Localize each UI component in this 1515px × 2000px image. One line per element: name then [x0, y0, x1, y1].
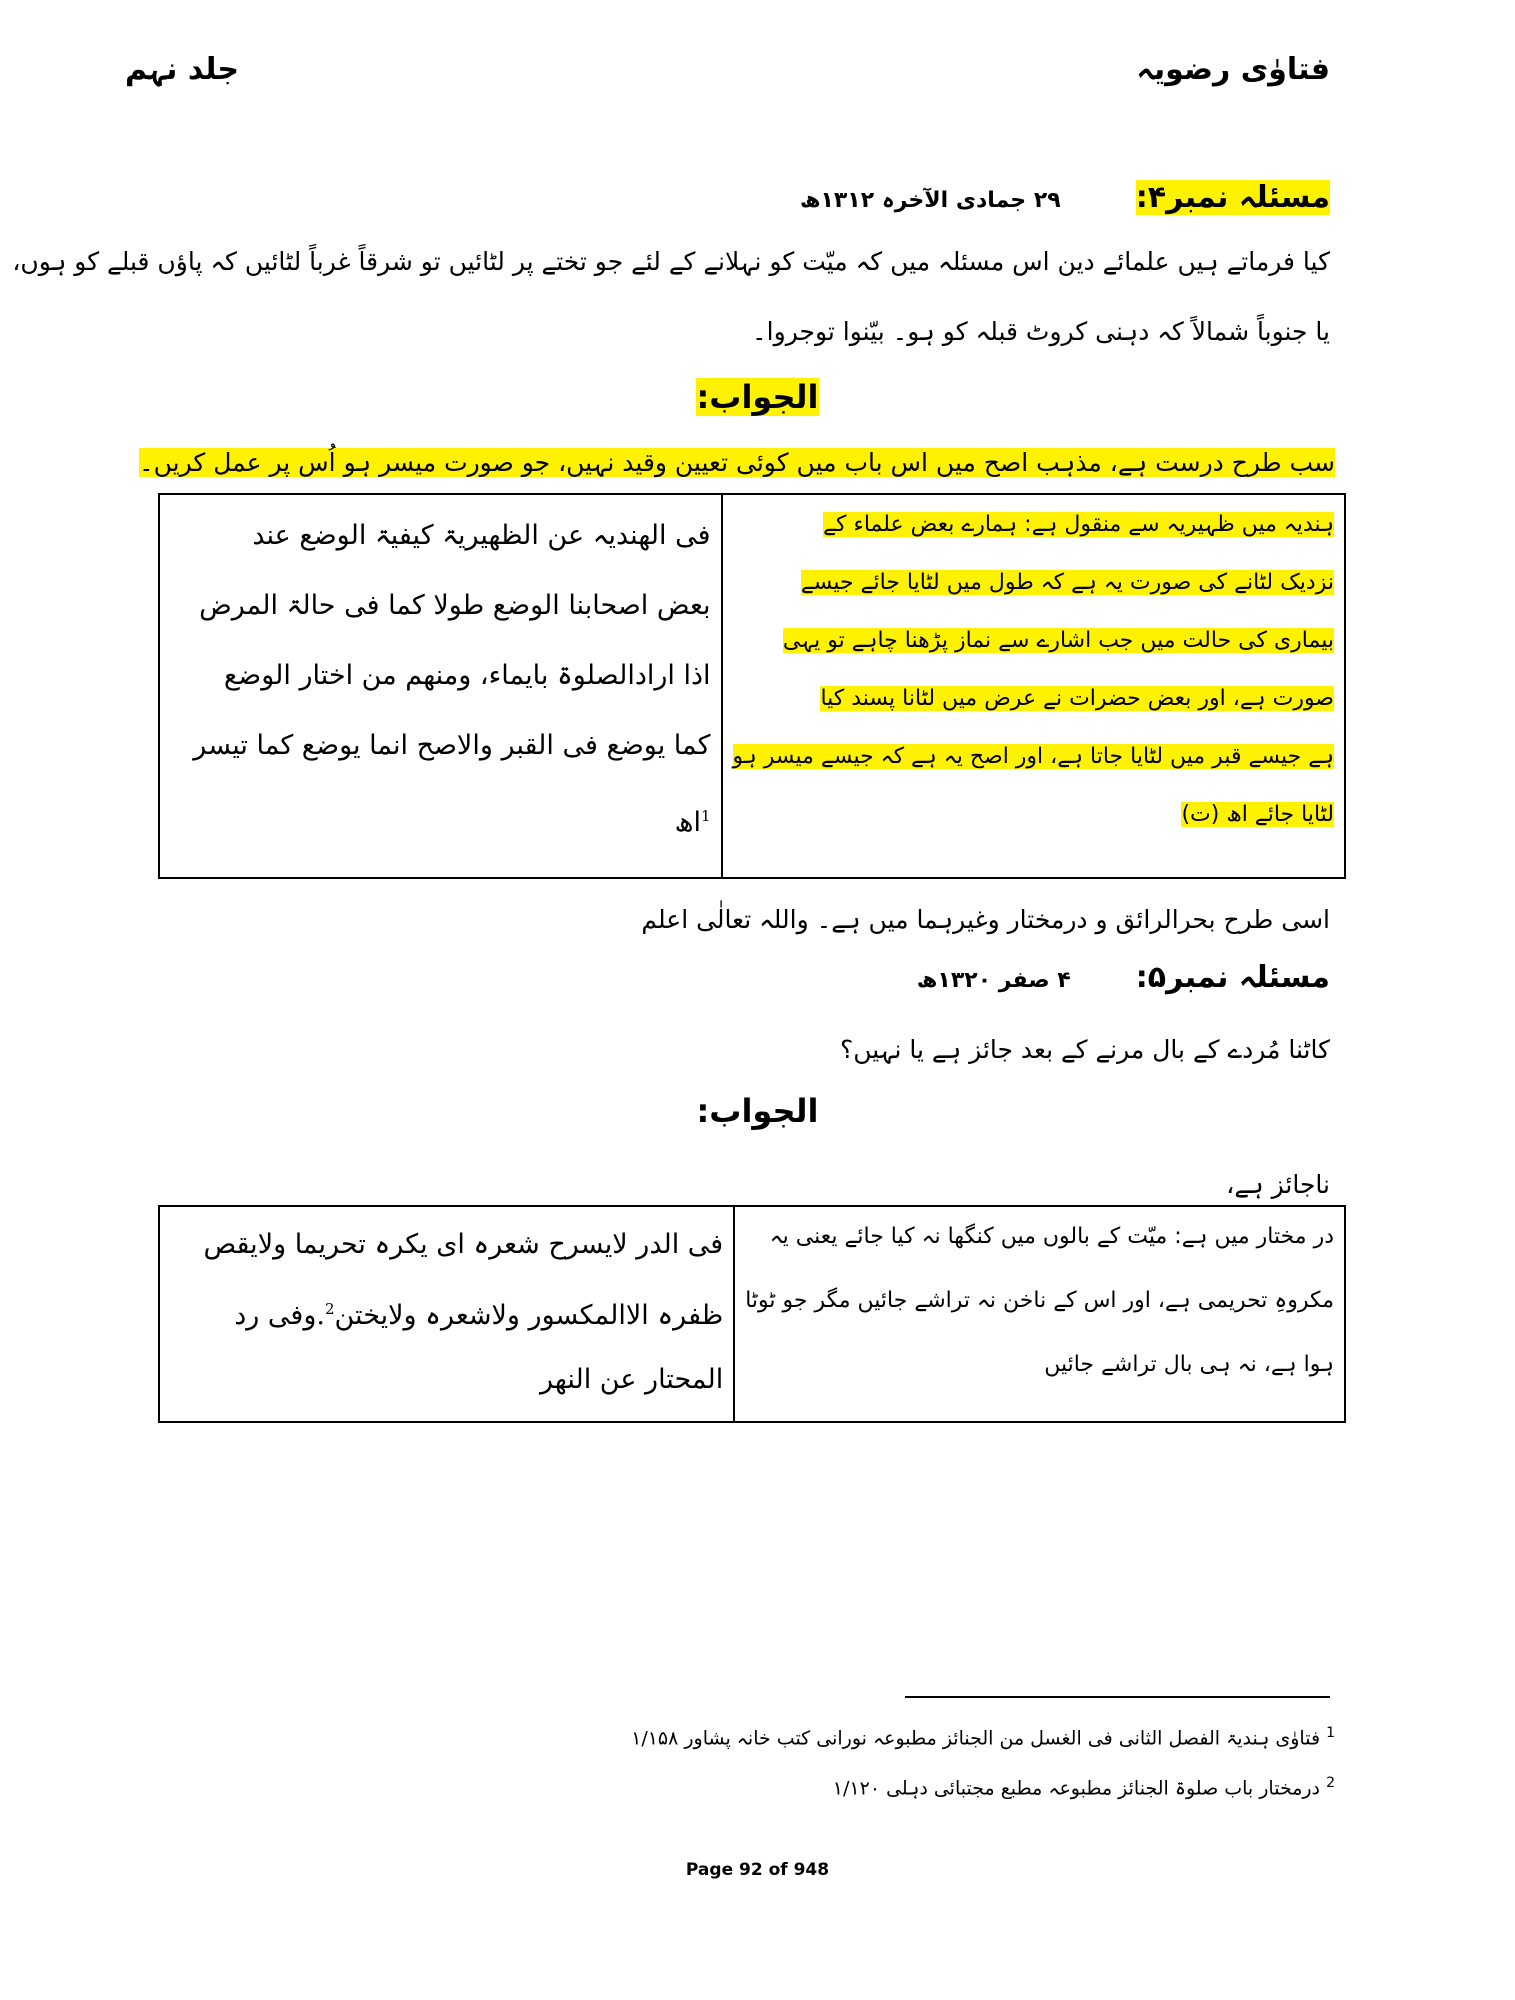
footnote-number: 1 [1326, 1725, 1335, 1741]
masala4-jawab [0, 378, 1515, 416]
volume-label: جلد نہم [125, 52, 240, 87]
masala5-urdu-cell [734, 1206, 1345, 1422]
footnote-text: فتاوٰی ہندیۃ الفصل الثانی فی الغسل من الجنائز مطبوعہ نورانی کتب خانہ پشاور ۱/۱۵۸ [631, 1727, 1321, 1750]
urdu-line: نزدیک لٹانے کی صورت یہ ہے کہ طول میں لٹایا جائے جیسے [800, 570, 1334, 595]
masala5-answer-table [158, 1205, 1346, 1423]
masala4-answer [139, 443, 1335, 483]
masala4-heading [800, 180, 1330, 215]
masala5-question: کاٹنا مُردے کے بال مرنے کے بعد جائز ہے یا نہیں؟ [840, 1035, 1330, 1064]
footnote-text: درمختار باب صلوۃ الجنائز مطبوعہ مطبع مجتبائی دہلی ۱/۱۲۰ [832, 1777, 1321, 1800]
arabic-line: المحتار عن النھر [539, 1364, 724, 1395]
urdu-line: صورت ہے، اور بعض حضرات نے عرض میں لٹانا پسند کیا [820, 686, 1334, 711]
masala4-jawab-text: الجواب: [696, 378, 819, 416]
masala4-question-line1: کیا فرماتے ہیں علمائے دین اس مسئلہ میں کہ میّت کو نہلانے کے لئے جو تختے پر لٹائیں تو شرقاً غرباً لٹائیں کہ پاؤں قبلے کو ہوں، [12, 247, 1330, 276]
footnote-1 [631, 1725, 1335, 1749]
footnote-2 [833, 1775, 1335, 1799]
masala4-arabic-cell [159, 494, 722, 878]
masala4-question-line2: یا جنوباً شمالاً کہ دہنی کروٹ قبلہ کو ہو۔ بیّنوا توجروا۔ [752, 317, 1330, 346]
arabic-line: اھ [674, 807, 701, 838]
page-indicator: Page 92 of 948 [685, 1860, 830, 1880]
masala5-heading [917, 960, 1330, 995]
masala5-answer: ناجائز ہے، [1226, 1170, 1330, 1199]
masala5-jawab: الجواب: [696, 1092, 819, 1130]
urdu-line: ہوا ہے، نہ ہی بال تراشے جائیں [1044, 1352, 1334, 1377]
book-title: فتاوٰی رضویہ [1136, 52, 1330, 87]
masala5-arabic-cell [159, 1206, 734, 1422]
urdu-line: در مختار میں ہے: میّت کے بالوں میں کنگھا نہ کیا جائے یعنی یہ [769, 1224, 1334, 1249]
arabic-line: اذا ارادالصلوۃ بایماء، ومنھم من اختار الوضع [223, 660, 711, 691]
footnote-ref[interactable]: 1 [700, 807, 711, 825]
masala4-date: ۲۹ جمادی الآخرہ ۱۳۱۲ھ [799, 188, 1061, 213]
arabic-tail: .وفی رد [234, 1300, 325, 1331]
urdu-line: مکروہِ تحریمی ہے، اور اس کے ناخن نہ تراشے جائیں مگر جو ٹوٹا [745, 1288, 1334, 1313]
masala5-date: ۴ صفر ۱۳۲۰ھ [916, 968, 1071, 993]
urdu-line: ہے جیسے قبر میں لٹایا جاتا ہے، اور اصح یہ ہے کہ جیسے میسر ہو [732, 744, 1334, 769]
urdu-line: ہندیہ میں ظہیریہ سے منقول ہے: ہمارے بعض علماء کے [823, 512, 1334, 537]
arabic-line: ظفرہ الاالمکسور ولاشعرہ ولایختن [334, 1300, 724, 1331]
urdu-line: لٹایا جائے اھ (ت) [1181, 802, 1334, 827]
arabic-line: فی الدر لایسرح شعرہ ای یکرہ تحریما ولایقص [203, 1229, 724, 1260]
urdu-line: بیماری کی حالت میں جب اشارے سے نماز پڑھنا چاہے تو یہی [782, 628, 1334, 653]
arabic-line: کما یوضع فی القبر والاصح انما یوضع کما تیسر [193, 730, 711, 761]
footnote-number: 2 [1326, 1775, 1335, 1791]
footnote-ref[interactable]: 2 [324, 1300, 335, 1318]
masala5-label: مسئلہ نمبر۵: [1135, 960, 1330, 995]
arabic-line: بعض اصحابنا الوضع طولا کما فی حالۃ المرض [199, 590, 711, 621]
masala4-label: مسئلہ نمبر۴: [1135, 180, 1330, 215]
masala4-closing: اسی طرح بحرالرائق و درمختار وغیرہما میں ہے۔ واللہ تعالٰی اعلم [641, 905, 1330, 934]
masala4-answer-text: سب طرح درست ہے، مذہب اصح میں اس باب میں کوئی تعیین وقید نہیں، جو صورت میسر ہو اُس پر عمل کریں۔ [138, 448, 1335, 477]
footnote-rule [905, 1696, 1330, 1698]
arabic-line: فی الھندیہ عن الظھیریۃ کیفیۃ الوضع عند [252, 520, 711, 551]
masala4-urdu-cell [722, 494, 1346, 878]
masala4-answer-table [158, 493, 1346, 879]
